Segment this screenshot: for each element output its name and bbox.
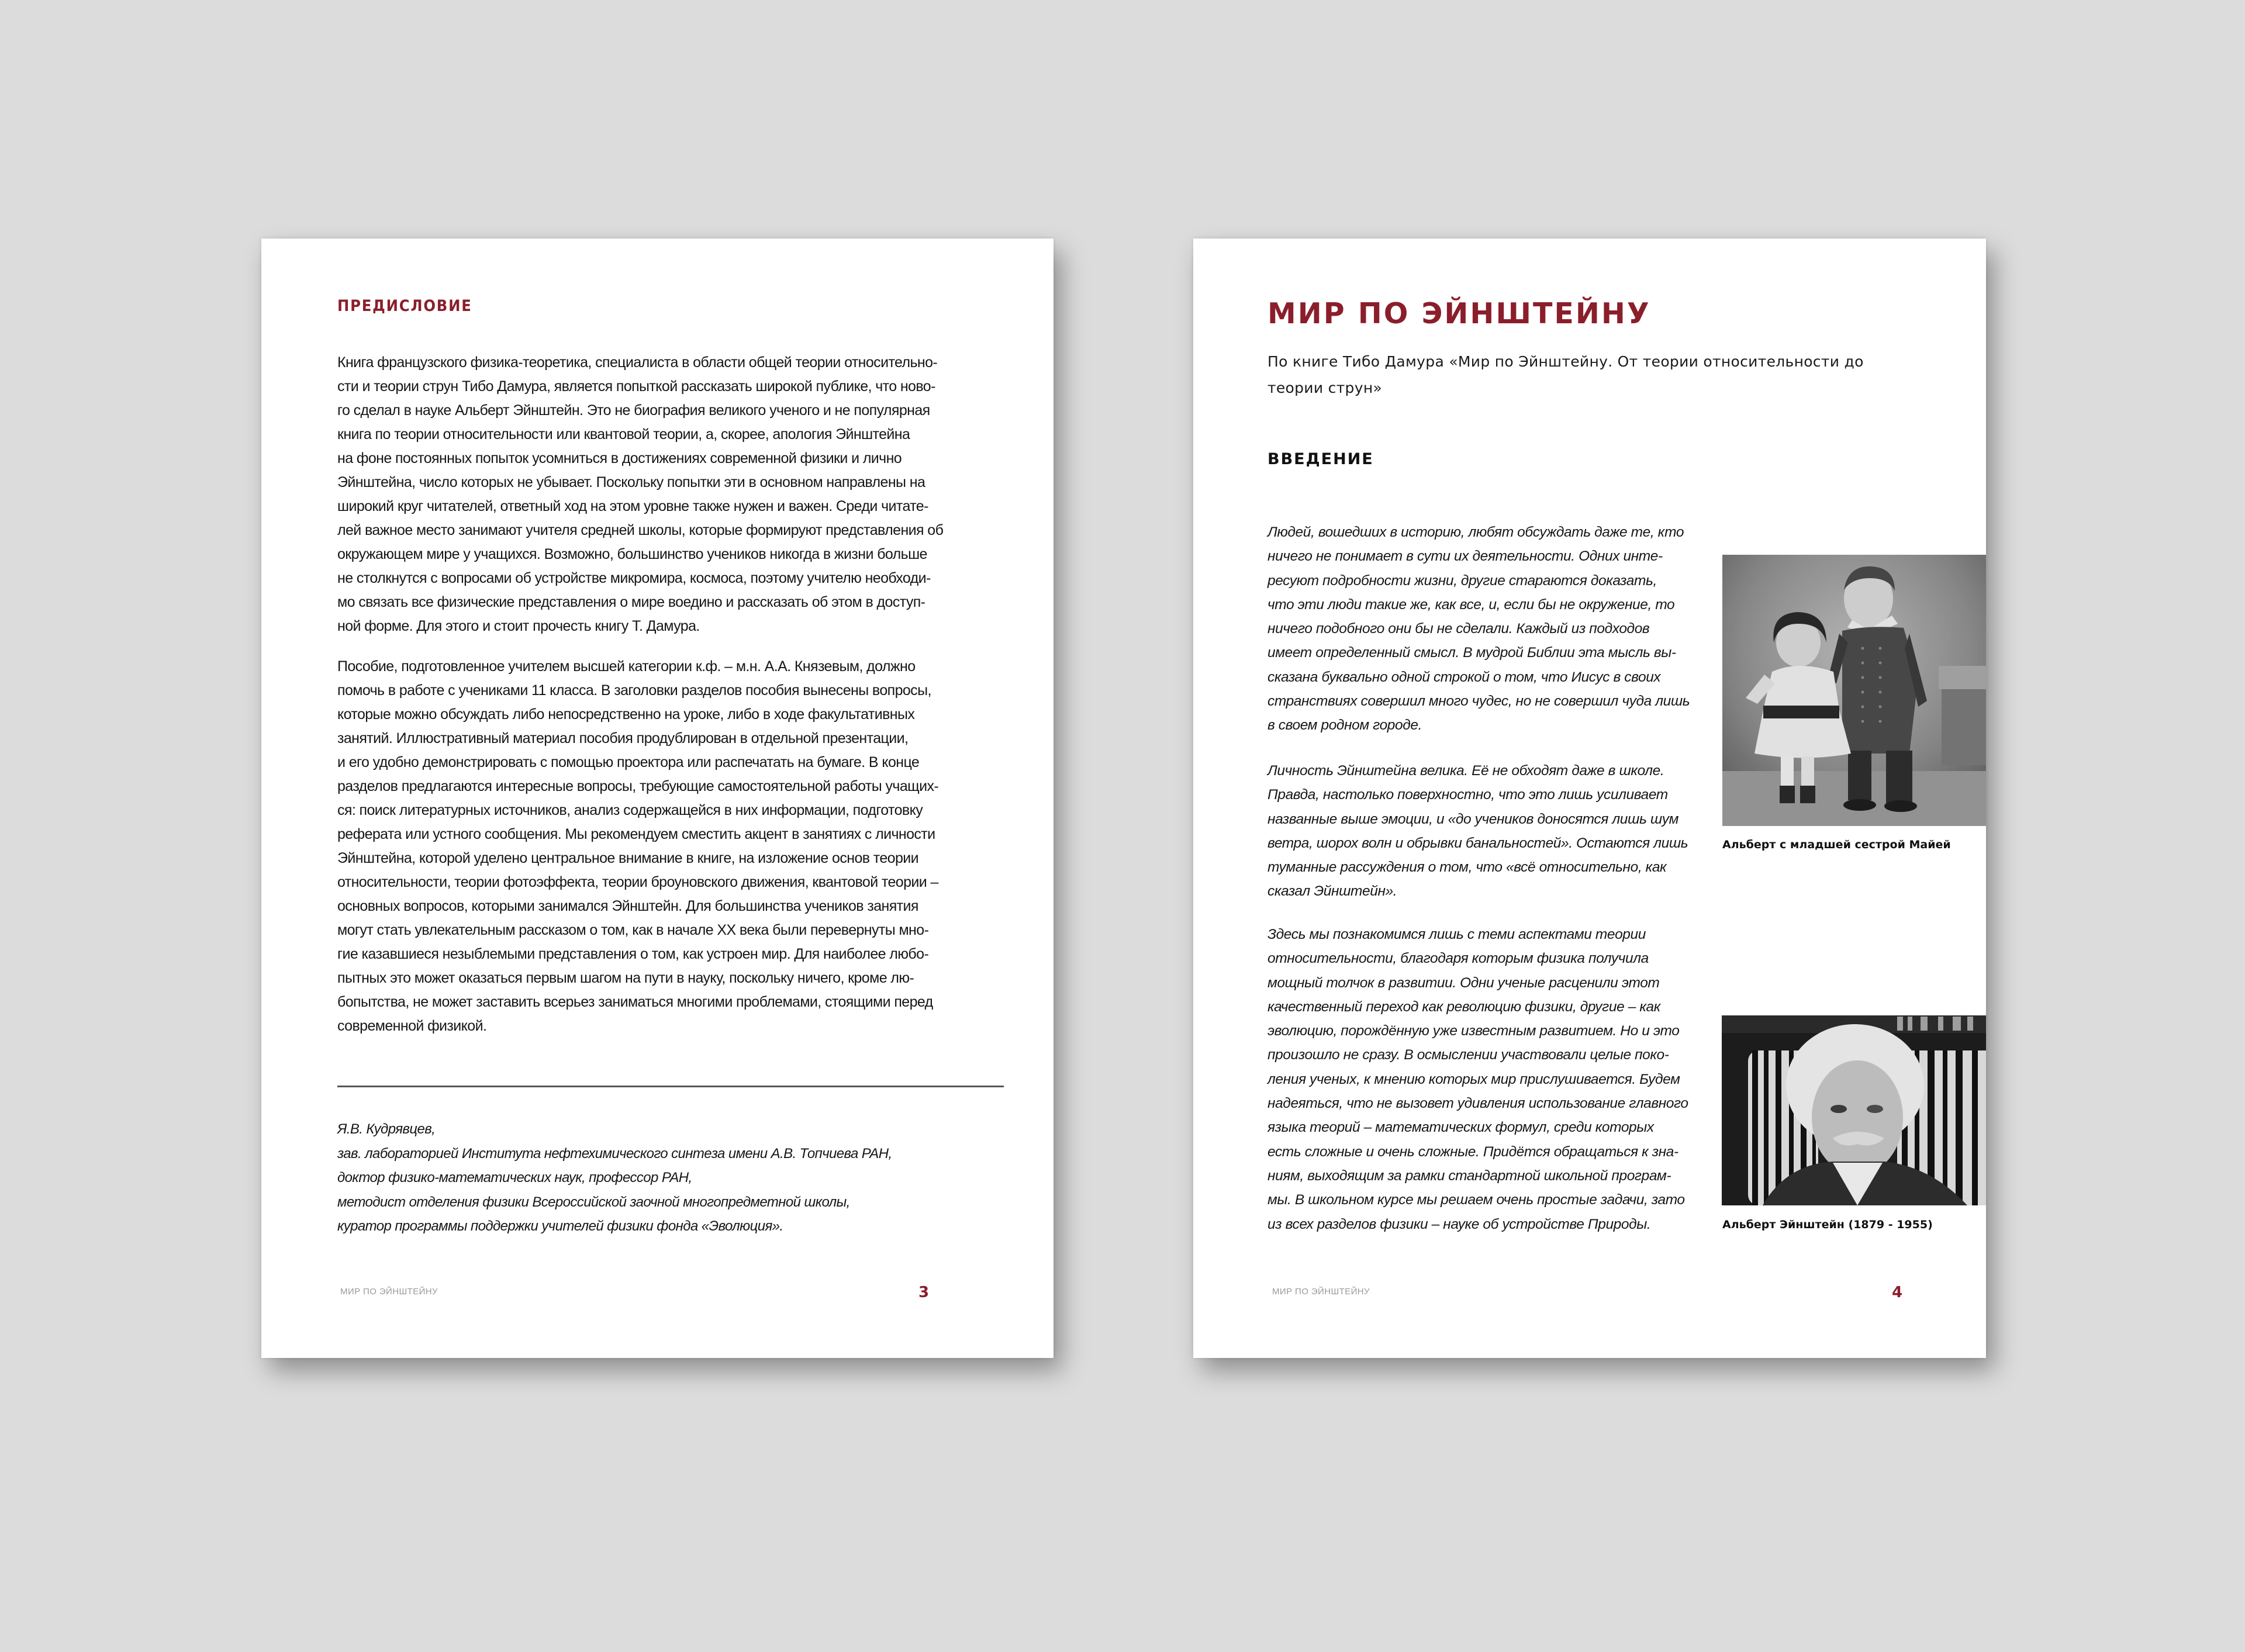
book-title: МИР ПО ЭЙНШТЕЙНУ	[1267, 297, 1651, 330]
text-line: ся: поиск литературных источников, анализ содержащейся в них информации, подготовку	[337, 802, 923, 818]
text-line: что эти люди такие же, как все, и, если бы не окружение, то	[1267, 596, 1675, 613]
einstein-portrait-photo	[1722, 1015, 1986, 1205]
text-line: названные выше эмоции, и «до учеников доносятся лишь шум	[1267, 811, 1679, 827]
text-line: основных вопросов, которыми занимался Эйнштейн. Для большинства учеников занятия	[337, 898, 918, 914]
text-line: Людей, вошедших в историю, любят обсуждать даже те, кто	[1267, 524, 1684, 540]
text-line: ресуют подробности жизни, другие стараются доказать,	[1267, 572, 1657, 589]
text-line: ветра, шорох волн и обрывки банальностей». Остаются лишь	[1267, 835, 1688, 851]
text-line: Пособие, подготовленное учителем высшей категории к.ф. – м.н. А.А. Князевым, должно	[337, 658, 916, 675]
figure-caption: Альберт с младшей сестрой Майей	[1722, 838, 1951, 851]
introduction-heading: ВВЕДЕНИЕ	[1267, 450, 1374, 468]
signature-divider	[337, 1086, 1004, 1087]
text-line: го сделал в науке Альберт Эйнштейн. Это не биография великого ученого и не популярная	[337, 402, 930, 419]
page-introduction	[1193, 239, 1986, 1358]
text-line: Эйнштейна, число которых не убывает. Поскольку попытки эти в основном направлены на	[337, 474, 925, 490]
text-line: помочь в работе с учениками 11 класса. В заголовки разделов пособия вынесены вопросы,	[337, 682, 931, 699]
page-number: 3	[918, 1284, 930, 1301]
text-line: ниям, выходящим за рамки стандартной школьной програм-	[1267, 1167, 1671, 1184]
foreword-paragraph-2	[337, 655, 1033, 1038]
text-line: имеет определенный смысл. В мудрой Библии эта мысль вы-	[1267, 645, 1676, 661]
text-line: пытных это может оказаться первым шагом на пути в науку, поскольку ничего, кроме лю-	[337, 970, 914, 986]
text-line: Книга французского физика-теоретика, специалиста в области общей теории относительно-	[337, 354, 938, 371]
text-line: книга по теории относительности или квантовой теории, а, скорее, апология Эйнштейна	[337, 426, 910, 443]
text-line: не столкнутся с вопросами об устройстве микромира, космоса, поэтому учителю необходи-	[337, 570, 931, 586]
figure-caption: Альберт Эйнштейн (1879 - 1955)	[1722, 1218, 1933, 1231]
book-subtitle	[1267, 348, 1928, 401]
page-number: 4	[1892, 1284, 1903, 1301]
signature-line: методист отделения физики Всероссийской заочной многопредметной школы,	[337, 1194, 850, 1210]
text-line: языка теорий – математических формул, среди которых	[1267, 1119, 1654, 1136]
text-line: могут стать увлекательным рассказом о том, как в начале XX века были перевернуты мно-	[337, 922, 929, 938]
subtitle-line: По книге Тибо Дамура «Мир по Эйнштейну. От теории относительности до	[1267, 353, 1864, 370]
text-line: занятий. Иллюстративный материал пособия продублирован в отдельной презентации,	[337, 730, 909, 746]
running-footer-title: МИР ПО ЭЙНШТЕЙНУ	[340, 1287, 438, 1297]
text-line: ничего подобного они бы не сделали. Каждый из подходов	[1267, 621, 1650, 637]
text-line: мы. В школьном курсе мы решаем очень простые задачи, зато	[1267, 1192, 1685, 1208]
text-line: и его удобно демонстрировать с помощью проектора или распечатать на бумаге. В конце	[337, 754, 920, 770]
text-line: широкий круг читателей, ответный ход на этом уровне также нужен и важен. Среди читате-	[337, 498, 928, 514]
foreword-heading: ПРЕДИСЛОВИЕ	[337, 297, 472, 315]
running-footer-title: МИР ПО ЭЙНШТЕЙНУ	[1272, 1287, 1370, 1297]
text-line: эволюцию, порождённую уже известным развитием. Но и это	[1267, 1023, 1680, 1039]
signature-name: Я.В. Кудрявцев,	[337, 1121, 436, 1137]
author-signature	[337, 1117, 892, 1239]
text-line: из всех разделов физики – науке об устройстве Природы.	[1267, 1216, 1651, 1232]
text-line: на фоне постоянных попыток усомниться в достижениях современной физики и лично	[337, 450, 902, 466]
text-line: ной форме. Для этого и стоит прочесть книгу Т. Дамура.	[337, 618, 700, 634]
text-line: есть сложные и очень сложные. Придётся обращаться к зна-	[1267, 1143, 1678, 1160]
text-line: надеяться, что не вызовет удивления использование главного	[1267, 1095, 1688, 1112]
foreword-paragraph-1	[337, 351, 1033, 638]
text-line: ления ученых, к мнению которых мир прислушивается. Будем	[1267, 1071, 1680, 1087]
text-line: окружающем мире у учащихся. Возможно, большинство учеников никогда в жизни больше	[337, 546, 927, 562]
text-line: сти и теории струн Тибо Дамура, является попыткой рассказать широкой публике, что ново-	[337, 378, 935, 395]
text-line: в своем родном городе.	[1267, 717, 1422, 734]
text-line: лей важное место занимают учителя средней школы, которые формируют представления об	[337, 522, 944, 538]
text-line: которые можно обсуждать либо непосредственно на уроке, либо в ходе факультативных	[337, 706, 915, 723]
text-line: гие казавшиеся незыблемыми представления о том, как устроен мир. Для наиболее любо-	[337, 946, 929, 962]
text-line: мо связать все физические представления о мире воедино и рассказать об этом в доступ-	[337, 594, 925, 610]
text-line: туманные рассуждения о том, что «всё относительно, как	[1267, 859, 1667, 876]
page-foreword	[261, 239, 1054, 1358]
text-line: Эйнштейна, которой уделено центральное внимание в книге, на изложение основ теории	[337, 850, 919, 866]
text-line: мощный толчок в развитии. Одни ученые расценили этот	[1267, 974, 1660, 991]
text-line: ничего не понимает в сути их деятельности. Одних инте-	[1267, 548, 1663, 565]
text-line: бопытства, не может заставить всерьез заниматься многими проблемами, стоящими перед	[337, 994, 933, 1010]
subtitle-line: теории струн»	[1267, 379, 1383, 396]
intro-paragraph-1	[1267, 520, 1712, 738]
signature-line: зав. лабораторией Института нефтехимического синтеза имени А.В. Топчиева РАН,	[337, 1145, 892, 1162]
text-line: качественный переход как революцию физики, другие – как	[1267, 998, 1660, 1015]
text-line: разделов предлагаются интересные вопросы, требующие самостоятельной работы учащих-	[337, 778, 939, 794]
text-line: относительности, благодаря которым физика получила	[1267, 951, 1649, 967]
text-line: странствиях совершил много чудес, но не совершил чуда лишь	[1267, 693, 1690, 710]
text-line: современной физикой.	[337, 1018, 487, 1034]
intro-paragraph-3	[1267, 922, 1712, 1236]
text-line: Личность Эйнштейна велика. Её не обходят даже в школе.	[1267, 763, 1664, 779]
text-line: сказал Эйнштейн».	[1267, 883, 1397, 900]
text-line: Здесь мы познакомимся лишь с теми аспектами теории	[1267, 927, 1646, 942]
text-line: реферата или устного сообщения. Мы рекомендуем сместить акцент в занятиях с личности	[337, 826, 935, 842]
child-portrait-photo	[1722, 555, 1986, 826]
text-line: сказана буквально одной строкой о том, что Иисус в своих	[1267, 669, 1661, 685]
text-line: Правда, настолько поверхностно, что это лишь усиливает	[1267, 787, 1668, 803]
text-line: относительности, теории фотоэффекта, теории броуновского движения, квантовой теории –	[337, 874, 938, 890]
signature-line: куратор программы поддержки учителей физики фонда «Эволюция».	[337, 1218, 783, 1234]
intro-paragraph-2	[1267, 759, 1712, 904]
signature-line: доктор физико-математических наук, профессор РАН,	[337, 1170, 692, 1186]
text-line: произошло не сразу. В осмыслении участвовали целые поко-	[1267, 1047, 1669, 1063]
